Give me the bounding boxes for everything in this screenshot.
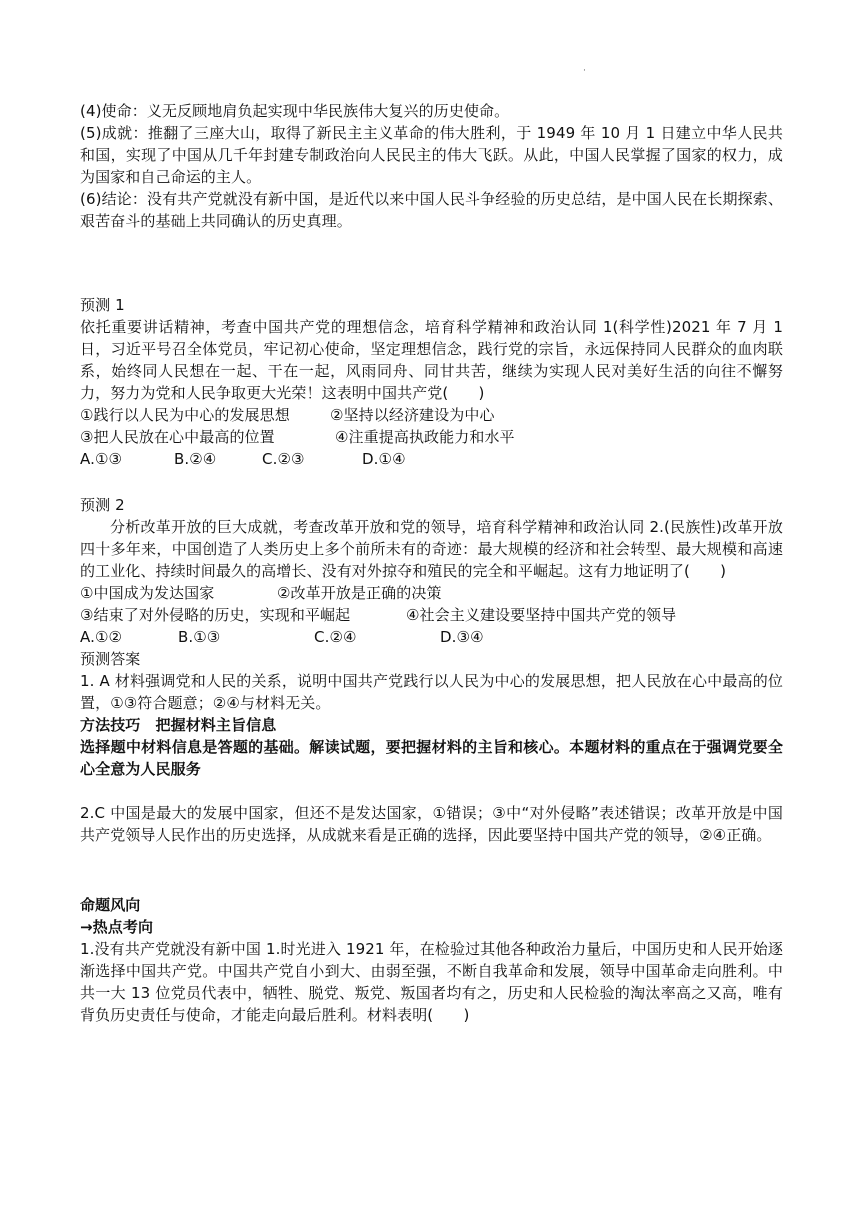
trend-question-1: 1.没有共产党就没有新中国 1.时光进入 1921 年，在检验过其他各种政治力量后，中国历史和人民开始逐渐选择中国共产党。中国共产党自小到大、由弱至强，不断自我革命和发展，领导中国革命走向胜利。中共一大 13 位党员代表中，牺牲、脱党、叛党、叛国者均有之，历史和人民检验的淘汰率高之又高，唯有背负历史责任与使命，才能走向最后胜利。材料表明( ) — [80, 940, 783, 1024]
document-body — [80, 100, 783, 1026]
predict2-option-a: A.①② — [80, 628, 123, 646]
predict2-heading: 预测 2 — [80, 496, 125, 514]
predict1-heading: 预测 1 — [80, 296, 125, 314]
predict1-item-4: ④注重提高执政能力和水平 — [335, 428, 515, 446]
method-title: 方法技巧 把握材料主旨信息 — [80, 716, 277, 734]
answers-heading: 预测答案 — [80, 650, 141, 668]
predict1-option-b: B.②④ — [174, 450, 217, 468]
trend-heading: 命题风向 — [80, 896, 141, 914]
predict2-choices — [80, 626, 783, 648]
predict1-item-2: ②坚持以经济建设为中心 — [330, 406, 495, 424]
predict2-items-row1 — [80, 582, 783, 604]
predict1-item-3: ③把人民放在心中最高的位置 — [80, 428, 275, 446]
predict2-item-3: ③结束了对外侵略的历史，实现和平崛起 — [80, 606, 351, 624]
method-body: 选择题中材料信息是答题的基础。解读试题，要把握材料的主旨和核心。本题材料的重点在于强调党要全心全意为人民服务 — [80, 738, 783, 778]
predict1-option-d: D.①④ — [362, 450, 406, 468]
point-achievement: (5)成就：推翻了三座大山，取得了新民主主义革命的伟大胜利，于 1949 年 10 月 1 日建立中华人民共和国，实现了中国从几千年封建专制政治向人民民主的伟大飞跃。从此，中国人民掌握了国家的权力，成为国家和自己命运的主人。 — [80, 124, 783, 186]
predict2-option-b: B.①③ — [178, 628, 221, 646]
predict2-item-1: ①中国成为发达国家 — [80, 584, 215, 602]
predict1-option-a: A.①③ — [80, 450, 123, 468]
predict2-item-4: ④社会主义建设要坚持中国共产党的领导 — [406, 606, 677, 624]
point-conclusion: (6)结论：没有共产党就没有新中国，是近代以来中国人民斗争经验的历史总结，是中国人民在长期探索、艰苦奋斗的基础上共同确认的历史真理。 — [80, 190, 783, 230]
predict1-choices — [80, 448, 783, 470]
point-mission: (4)使命：义无反顾地肩负起实现中华民族伟大复兴的历史使命。 — [80, 102, 510, 120]
predict1-items-row2 — [80, 426, 783, 448]
predict2-items-row2 — [80, 604, 783, 626]
predict2-stem: 分析改革开放的巨大成就，考查改革开放和党的领导，培育科学精神和政治认同 2.(民族性)改革开放四十多年来，中国创造了人类历史上多个前所未有的奇迹：最大规模的经济和社会转型、最大规模和高速的工业化、持续时间最久的高增长、没有对外掠夺和殖民的完全和平崛起。这有力地证明了( ) — [80, 518, 783, 580]
predict2-option-d: D.③④ — [440, 628, 484, 646]
predict1-stem: 依托重要讲话精神，考查中国共产党的理想信念，培育科学精神和政治认同 1(科学性)2021 年 7 月 1 日，习近平号召全体党员，牢记初心使命，坚定理想信念，践行党的宗旨，永远保持同人民群众的血肉联系，始终同人民想在一起、干在一起，风雨同舟、同甘共苦，继续为实现人民对美好生活的向往不懈努力，努力为党和人民争取更大光荣！这表明中国共产党( ) — [80, 318, 783, 402]
predict1-option-c: C.②③ — [262, 450, 305, 468]
header-dot: · — [583, 66, 586, 76]
predict2-item-2: ②改革开放是正确的决策 — [277, 584, 442, 602]
predict2-option-c: C.②④ — [314, 628, 357, 646]
predict1-item-1: ①践行以人民为中心的发展思想 — [80, 406, 290, 424]
answer-2: 2.C 中国是最大的发展中国家，但还不是发达国家，①错误；③中“对外侵略”表述错误；改革开放是中国共产党领导人民作出的历史选择，从成就来看是正确的选择，因此要坚持中国共产党的领导，②④正确。 — [80, 804, 783, 844]
answer-1: 1. A 材料强调党和人民的关系，说明中国共产党践行以人民为中心的发展思想，把人民放在心中最高的位置，①③符合题意；②④与材料无关。 — [80, 672, 783, 712]
predict1-items-row1 — [80, 404, 783, 426]
trend-subheading: →热点考向 — [80, 918, 154, 936]
